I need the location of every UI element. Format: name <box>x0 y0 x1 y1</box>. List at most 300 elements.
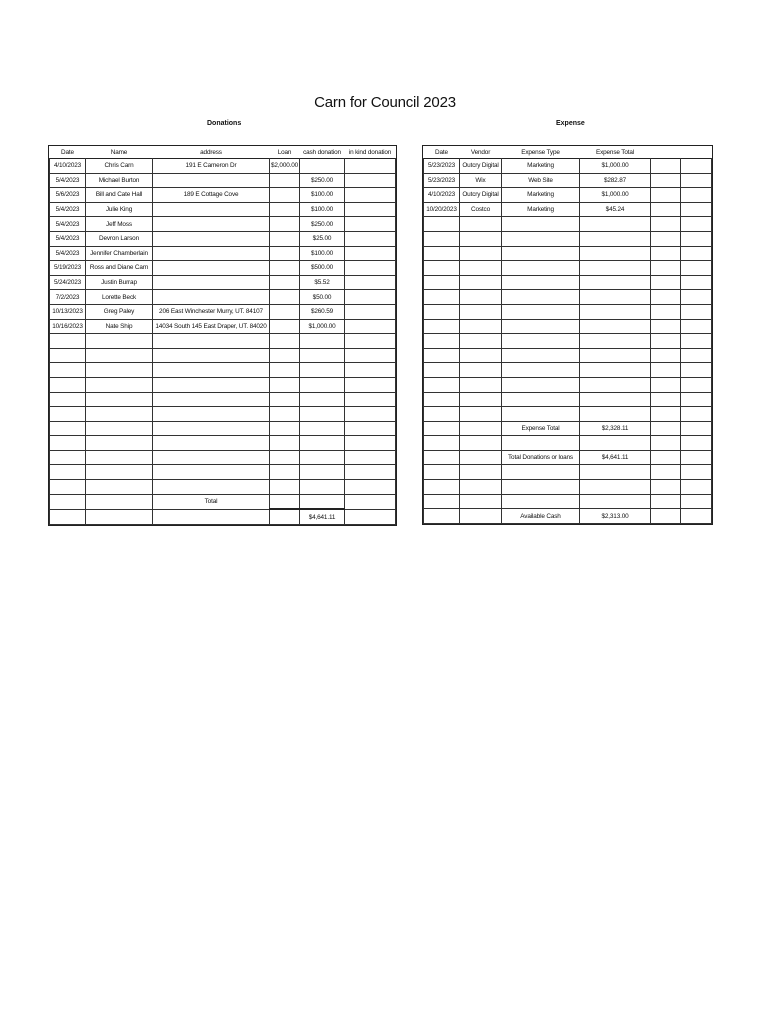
donation-date: 4/10/2023 <box>50 159 86 174</box>
expense-blank <box>651 363 681 378</box>
donor-address <box>153 465 270 480</box>
expense-vendor <box>460 334 502 349</box>
expense-type <box>502 319 580 334</box>
expense-date <box>424 377 460 392</box>
expense-vendor: Wix <box>460 173 502 188</box>
donation-date <box>50 377 86 392</box>
table-row <box>424 231 712 246</box>
expense-vendor <box>460 377 502 392</box>
expense-blank <box>651 290 681 305</box>
expense-blank <box>681 480 712 495</box>
expense-vendor <box>460 275 502 290</box>
in-kind-donation <box>345 231 396 246</box>
loan-amount <box>270 509 300 524</box>
cash-donation <box>300 363 345 378</box>
expense-total <box>580 363 651 378</box>
table-row <box>424 261 712 276</box>
expense-blank <box>681 290 712 305</box>
expense-date <box>424 392 460 407</box>
donation-date <box>50 363 86 378</box>
table-row <box>50 275 396 290</box>
donor-name <box>86 363 153 378</box>
expense-vendor <box>460 421 502 436</box>
donor-name: Lorette Beck <box>86 290 153 305</box>
donor-address <box>153 509 270 524</box>
expense-blank <box>681 231 712 246</box>
table-row <box>50 173 396 188</box>
donation-date: 5/4/2023 <box>50 231 86 246</box>
donation-date <box>50 392 86 407</box>
expense-vendor <box>460 246 502 261</box>
table-row <box>50 436 396 451</box>
donations-header-inkind: in kind donation <box>348 148 392 156</box>
page-title: Carn for Council 2023 <box>314 94 456 111</box>
table-row <box>424 363 712 378</box>
loan-amount <box>270 290 300 305</box>
expense-date <box>424 290 460 305</box>
cash-donation: $260.59 <box>300 304 345 319</box>
expense-blank <box>681 319 712 334</box>
donor-name <box>86 480 153 495</box>
expense-vendor <box>460 450 502 465</box>
in-kind-donation <box>345 392 396 407</box>
donor-address <box>153 407 270 422</box>
expense-blank <box>651 509 681 524</box>
expense-total <box>580 480 651 495</box>
donation-date: 5/4/2023 <box>50 173 86 188</box>
donation-date: 5/4/2023 <box>50 202 86 217</box>
in-kind-donation <box>345 436 396 451</box>
expense-date <box>424 319 460 334</box>
expense-header-row <box>424 146 712 159</box>
in-kind-donation <box>345 334 396 349</box>
expense-total <box>580 290 651 305</box>
expense-type <box>502 261 580 276</box>
expense-blank <box>651 494 681 509</box>
table-row <box>50 202 396 217</box>
expense-blank <box>681 494 712 509</box>
expense-blank <box>651 188 681 203</box>
donor-address <box>153 173 270 188</box>
expense-vendor <box>460 319 502 334</box>
donation-date: 5/4/2023 <box>50 217 86 232</box>
in-kind-donation <box>345 188 396 203</box>
expense-blank <box>651 261 681 276</box>
expense-type <box>502 290 580 305</box>
table-row <box>50 290 396 305</box>
expense-blank <box>651 480 681 495</box>
expense-blank <box>651 377 681 392</box>
expense-total <box>580 334 651 349</box>
expense-date <box>424 348 460 363</box>
table-row <box>50 421 396 436</box>
donor-name: Jeff Moss <box>86 217 153 232</box>
expense-type <box>502 480 580 495</box>
donations-total-label: Total <box>153 494 270 509</box>
table-row <box>50 509 396 524</box>
loan-amount <box>270 465 300 480</box>
cash-donation <box>300 465 345 480</box>
loan-amount: $2,000.00 <box>270 159 300 174</box>
expense-blank <box>681 275 712 290</box>
donations-table <box>49 146 396 525</box>
expense-blank <box>681 363 712 378</box>
expense-total <box>580 319 651 334</box>
cash-donation: $250.00 <box>300 217 345 232</box>
expense-blank <box>681 217 712 232</box>
expense-blank <box>681 436 712 451</box>
expense-vendor <box>460 348 502 363</box>
expense-type <box>502 377 580 392</box>
total-donations-label: Total Donations or loans <box>502 450 580 465</box>
expense-blank <box>651 304 681 319</box>
expense-blank <box>651 407 681 422</box>
expense-total <box>580 377 651 392</box>
loan-amount <box>270 231 300 246</box>
loan-amount <box>270 450 300 465</box>
donor-name <box>86 348 153 363</box>
expense-type <box>502 363 580 378</box>
in-kind-donation <box>345 509 396 524</box>
in-kind-donation <box>345 290 396 305</box>
expense-type <box>502 348 580 363</box>
expense-blank <box>681 392 712 407</box>
in-kind-donation <box>345 480 396 495</box>
expense-date <box>424 436 460 451</box>
expense-vendor <box>460 465 502 480</box>
expense-type: Marketing <box>502 188 580 203</box>
loan-amount <box>270 392 300 407</box>
donor-address <box>153 450 270 465</box>
table-row <box>424 290 712 305</box>
expense-vendor <box>460 436 502 451</box>
loan-amount <box>270 348 300 363</box>
donor-name: Jennifer Chamberlain <box>86 246 153 261</box>
donor-address: 191 E Cameron Dr <box>153 159 270 174</box>
in-kind-donation <box>345 159 396 174</box>
donation-date: 7/2/2023 <box>50 290 86 305</box>
expense-total <box>580 246 651 261</box>
expense-date <box>424 363 460 378</box>
cash-donation <box>300 436 345 451</box>
table-row <box>424 246 712 261</box>
cash-donation <box>300 480 345 495</box>
donor-address <box>153 377 270 392</box>
in-kind-donation <box>345 275 396 290</box>
available-cash-value: $2,313.00 <box>580 509 651 524</box>
cash-donation <box>300 421 345 436</box>
in-kind-donation <box>345 319 396 334</box>
table-row <box>50 480 396 495</box>
table-row <box>50 188 396 203</box>
donation-date: 5/4/2023 <box>50 246 86 261</box>
in-kind-donation <box>345 494 396 509</box>
expense-date <box>424 494 460 509</box>
donor-name <box>86 436 153 451</box>
expense-vendor: Outcry Digital <box>460 159 502 174</box>
expense-blank <box>651 275 681 290</box>
table-row <box>424 436 712 451</box>
expense-total <box>580 348 651 363</box>
expense-blank <box>651 334 681 349</box>
expense-blank <box>681 348 712 363</box>
expense-type <box>502 217 580 232</box>
expense-total: $1,000.00 <box>580 159 651 174</box>
donations-header-address: address <box>200 148 222 156</box>
cash-donation <box>300 392 345 407</box>
expense-date <box>424 261 460 276</box>
expense-type <box>502 304 580 319</box>
donor-address <box>153 290 270 305</box>
loan-amount <box>270 261 300 276</box>
donor-name: Michael Burton <box>86 173 153 188</box>
expense-vendor <box>460 363 502 378</box>
expense-vendor <box>460 261 502 276</box>
expense-blank <box>681 261 712 276</box>
table-row <box>50 407 396 422</box>
cash-donation: $250.00 <box>300 173 345 188</box>
expense-date <box>424 421 460 436</box>
expense-date <box>424 450 460 465</box>
expense-blank <box>681 334 712 349</box>
expense-blank <box>681 246 712 261</box>
expense-vendor <box>460 392 502 407</box>
expense-date <box>424 407 460 422</box>
expense-date <box>424 246 460 261</box>
cash-donation: $100.00 <box>300 202 345 217</box>
donor-address <box>153 392 270 407</box>
cash-donation: $100.00 <box>300 188 345 203</box>
available-cash-label: Available Cash <box>502 509 580 524</box>
expense-total <box>580 217 651 232</box>
expense-date <box>424 275 460 290</box>
loan-amount <box>270 275 300 290</box>
expense-section-label: Expense <box>556 120 585 127</box>
table-row <box>424 392 712 407</box>
table-row <box>424 159 712 174</box>
expense-blank <box>681 407 712 422</box>
donation-date <box>50 465 86 480</box>
expense-total <box>580 261 651 276</box>
expense-vendor <box>460 480 502 495</box>
expense-date <box>424 509 460 524</box>
expense-header-total: Expense Total <box>595 148 635 156</box>
expense-type <box>502 407 580 422</box>
donation-date <box>50 348 86 363</box>
expense-blank <box>651 173 681 188</box>
donor-name: Ross and Diane Carn <box>86 261 153 276</box>
table-row <box>50 377 396 392</box>
donations-header-date: Date <box>61 148 74 156</box>
expense-total-value: $2,328.11 <box>580 421 651 436</box>
expense-blank <box>651 319 681 334</box>
donor-address: 189 E Cottage Cove <box>153 188 270 203</box>
table-row <box>50 465 396 480</box>
expense-date <box>424 465 460 480</box>
expense-table <box>423 146 712 524</box>
expense-header-blank <box>681 146 712 159</box>
expense-blank <box>651 436 681 451</box>
table-row <box>50 159 396 174</box>
donor-address <box>153 334 270 349</box>
donor-name: Nate Ship <box>86 319 153 334</box>
expense-type: Marketing <box>502 159 580 174</box>
donor-address <box>153 202 270 217</box>
loan-amount <box>270 494 300 509</box>
donor-name <box>86 421 153 436</box>
expense-total <box>580 231 651 246</box>
donor-address <box>153 436 270 451</box>
expense-date: 10/20/2023 <box>424 202 460 217</box>
table-row <box>50 494 396 509</box>
donor-name <box>86 494 153 509</box>
expense-blank <box>651 348 681 363</box>
donor-address <box>153 363 270 378</box>
expense-blank <box>681 188 712 203</box>
donations-header-cash: cash donation <box>303 148 341 156</box>
cash-donation: $100.00 <box>300 246 345 261</box>
cash-donation: $25.00 <box>300 231 345 246</box>
donor-name <box>86 407 153 422</box>
expense-blank <box>651 246 681 261</box>
donor-address: 206 East Winchester Murry, UT. 84107 <box>153 304 270 319</box>
cash-donation <box>300 334 345 349</box>
donation-date: 10/13/2023 <box>50 304 86 319</box>
loan-amount <box>270 202 300 217</box>
expense-blank <box>681 159 712 174</box>
loan-amount <box>270 421 300 436</box>
donor-address <box>153 348 270 363</box>
expense-vendor <box>460 509 502 524</box>
donor-name: Julie King <box>86 202 153 217</box>
donation-date: 5/6/2023 <box>50 188 86 203</box>
in-kind-donation <box>345 217 396 232</box>
table-row <box>424 217 712 232</box>
in-kind-donation <box>345 261 396 276</box>
expense-vendor: Outcry Digital <box>460 188 502 203</box>
expense-type <box>502 334 580 349</box>
table-row <box>424 202 712 217</box>
expense-total: $1,000.00 <box>580 188 651 203</box>
expense-total <box>580 436 651 451</box>
expense-vendor <box>460 407 502 422</box>
expense-header-blank <box>651 146 681 159</box>
table-row <box>50 319 396 334</box>
loan-amount <box>270 407 300 422</box>
in-kind-donation <box>345 465 396 480</box>
table-row <box>424 407 712 422</box>
cash-donation <box>300 377 345 392</box>
cash-donation: $50.00 <box>300 290 345 305</box>
donor-address <box>153 261 270 276</box>
table-row <box>424 465 712 480</box>
donor-address <box>153 480 270 495</box>
table-row <box>50 392 396 407</box>
donations-header-row <box>50 146 396 159</box>
donor-name: Justin Burrap <box>86 275 153 290</box>
table-row <box>50 231 396 246</box>
expense-blank <box>651 450 681 465</box>
donation-date: 5/24/2023 <box>50 275 86 290</box>
donation-date <box>50 334 86 349</box>
donation-date: 5/19/2023 <box>50 261 86 276</box>
table-row <box>50 363 396 378</box>
expense-date <box>424 217 460 232</box>
table-row <box>424 188 712 203</box>
expense-date: 4/10/2023 <box>424 188 460 203</box>
expense-header-vendor: Vendor <box>470 148 491 156</box>
table-row <box>424 480 712 495</box>
table-row <box>424 319 712 334</box>
table-row <box>424 173 712 188</box>
donor-address <box>153 421 270 436</box>
expense-type <box>502 246 580 261</box>
expense-blank <box>651 465 681 480</box>
expense-date <box>424 334 460 349</box>
expense-total <box>580 465 651 480</box>
loan-amount <box>270 246 300 261</box>
loan-amount <box>270 436 300 451</box>
donations-header-name: Name <box>110 148 128 156</box>
donation-date <box>50 421 86 436</box>
donor-address <box>153 217 270 232</box>
loan-amount <box>270 304 300 319</box>
expense-type <box>502 275 580 290</box>
expense-blank <box>681 450 712 465</box>
expense-blank <box>681 377 712 392</box>
expense-total <box>580 494 651 509</box>
loan-amount <box>270 217 300 232</box>
expense-type <box>502 494 580 509</box>
table-row <box>50 304 396 319</box>
table-row <box>424 348 712 363</box>
expense-header-type: Expense Type <box>521 148 560 156</box>
donor-name <box>86 334 153 349</box>
table-row <box>424 377 712 392</box>
in-kind-donation <box>345 348 396 363</box>
donor-name: Greg Paley <box>86 304 153 319</box>
expense-blank <box>651 392 681 407</box>
cash-donation <box>300 407 345 422</box>
cash-donation <box>300 348 345 363</box>
donor-name <box>86 377 153 392</box>
donor-name <box>86 465 153 480</box>
donation-date <box>50 450 86 465</box>
cash-donation <box>300 159 345 174</box>
table-row <box>424 509 712 524</box>
expense-blank <box>681 465 712 480</box>
donation-date: 10/16/2023 <box>50 319 86 334</box>
loan-amount <box>270 363 300 378</box>
expense-blank <box>681 173 712 188</box>
cash-donation <box>300 450 345 465</box>
in-kind-donation <box>345 407 396 422</box>
table-row <box>424 494 712 509</box>
expense-total-label: Expense Total <box>502 421 580 436</box>
cash-donation: $5.52 <box>300 275 345 290</box>
expense-vendor <box>460 304 502 319</box>
loan-amount <box>270 319 300 334</box>
in-kind-donation <box>345 421 396 436</box>
expense-blank <box>681 421 712 436</box>
expense-type <box>502 392 580 407</box>
loan-amount <box>270 173 300 188</box>
table-row <box>50 334 396 349</box>
expense-total: $282.87 <box>580 173 651 188</box>
loan-amount <box>270 480 300 495</box>
expense-vendor <box>460 217 502 232</box>
donor-name <box>86 450 153 465</box>
